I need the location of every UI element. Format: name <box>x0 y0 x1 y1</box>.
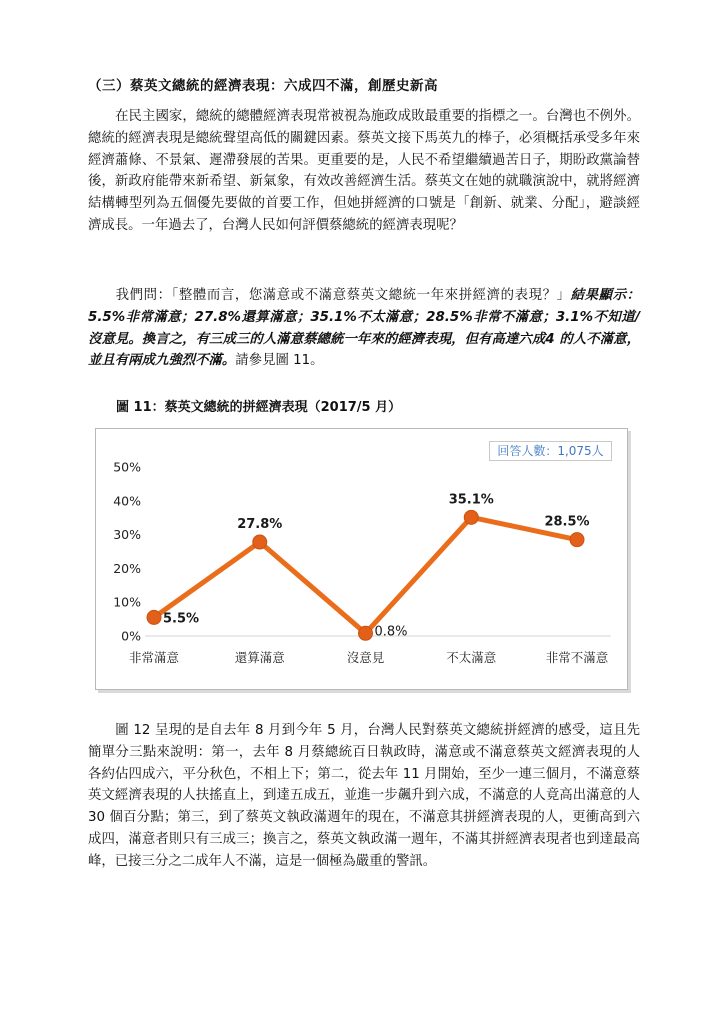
data-label: 27.8% <box>237 517 283 533</box>
x-tick-label: 非常滿意 <box>128 650 180 665</box>
data-point-marker <box>147 610 161 624</box>
data-point-marker <box>359 626 373 640</box>
x-tick-label: 沒意見 <box>346 650 385 665</box>
line-chart <box>95 428 628 690</box>
survey-question-text: 我們問：「整體而言，您滿意或不滿意蔡英文總統一年來拼經濟的表現？」 <box>115 288 571 303</box>
y-tick-label: 0% <box>121 628 141 644</box>
y-tick-label: 50% <box>113 459 141 475</box>
paragraph-text: 圖 12 呈現的是自去年 8 月到今年 5 月，台灣人民對蔡英文總統拼經濟的感受，這且先簡單分三點來說明：第一，去年 8 月蔡總統百日執政時，滿意或不滿意蔡英文經濟表現的人各約佔四成六，平分秋色，不相上下；第二，從去年 11 月開始，至少一連三個月，不滿意蔡英文經濟表現的人扶搖直上，到達五成五，並進一步飆升到六成，不滿意的人竟高出滿意的人 30 個百分點；第三，到了蔡英文執政滿週年的現在，不滿意其拼經濟表現的人，更衝高到六成四，滿意者則只有三成三；換言之，蔡英文執政滿一週年，不滿其拼經濟表現者也到達最高峰，已接三分之二成年人不滿，這是一個極為嚴重的警訊。 <box>88 723 640 869</box>
data-label: 28.5% <box>544 514 590 530</box>
section-title: （三）蔡英文總統的經濟表現：六成四不滿，創歷史新高 <box>88 78 438 94</box>
paragraph-economic-performance-intro <box>88 106 640 237</box>
series-line <box>154 517 577 633</box>
y-tick-label: 10% <box>113 594 141 610</box>
x-tick-label: 非常不滿意 <box>545 650 609 665</box>
figure-caption: 圖 11：蔡英文總統的拼經濟表現（2017/5 月） <box>116 400 402 415</box>
data-label: 35.1% <box>448 492 494 508</box>
data-point-marker <box>253 535 267 549</box>
survey-result-emphasis: 結果顯示：5.5%非常滿意；27.8%還算滿意；35.1%不太滿意；28.5%非常不滿意；3.1%不知道/沒意見。換言之，有三成三的人滿意蔡總統一年來的經濟表現，但有高達六成4 的人不滿意，並且有兩成九強烈不滿。 <box>88 288 640 369</box>
data-point-marker <box>464 510 478 524</box>
y-tick-label: 40% <box>113 493 141 509</box>
respondents-count-label: 回答人數：1,075人 <box>489 441 612 461</box>
paragraph-survey-result <box>88 285 640 372</box>
data-label: 5.5% <box>163 611 200 627</box>
data-point-marker <box>570 533 584 547</box>
paragraph-text: 在民主國家，總統的總體經濟表現常被視為施政成敗最重要的指標之一。台灣也不例外。總統的經濟表現是總統聲望高低的關鍵因素。蔡英文接下馬英九的棒子，必須概括承受多年來經濟蕭條、不景氣、遲滯發展的苦果。更重要的是，人民不希望繼續過苦日子，期盼政黨論替後，新政府能帶來新希望、新氣象，有效改善經濟生活。蔡英文在她的就職演說中，就將經濟結構轉型列為五個優先要做的首要工作，但她拼經濟的口號是「創新、就業、分配」，避談經濟成長。一年過去了，台灣人民如何評價蔡總統的經濟表現呢？ <box>88 109 640 233</box>
data-label: 0.8% <box>374 624 408 640</box>
y-tick-label: 30% <box>113 527 141 543</box>
figure-reference-text: 請參見圖 11。 <box>235 353 324 369</box>
y-tick-label: 20% <box>113 560 141 576</box>
x-tick-label: 還算滿意 <box>234 650 285 665</box>
paragraph-trend-analysis <box>88 720 640 873</box>
x-tick-label: 不太滿意 <box>446 650 497 665</box>
